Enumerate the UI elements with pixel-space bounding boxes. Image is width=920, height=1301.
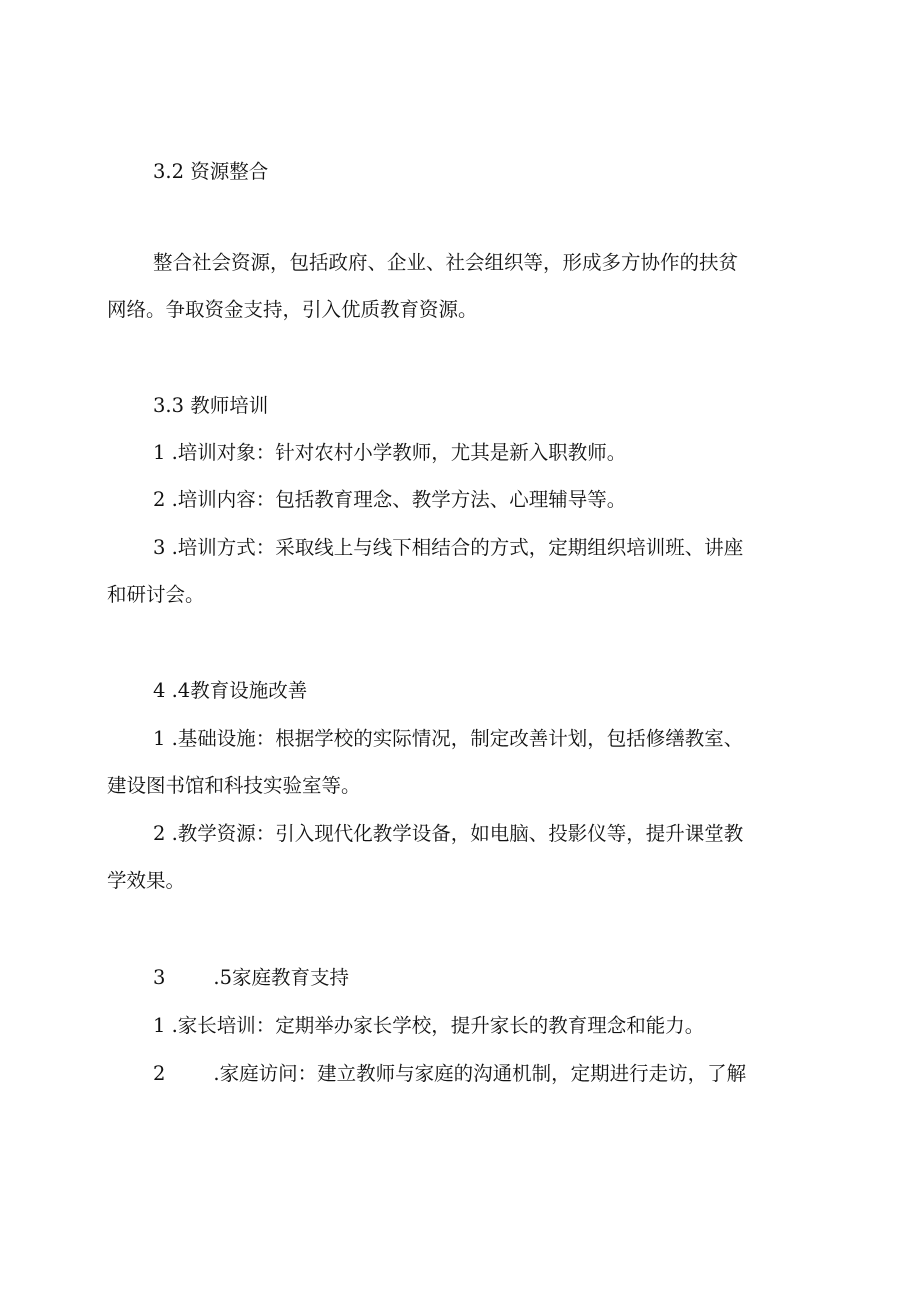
heading-text: .5家庭教育支持 — [213, 966, 350, 989]
heading-number: 3 — [153, 966, 166, 989]
section-heading-3-2: 3.2 资源整合 — [153, 160, 269, 183]
section-heading-4-4: 4 .4教育设施改善 — [153, 679, 308, 702]
item-text: .家庭访问：建立教师与家庭的沟通机制，定期进行走访，了解 — [213, 1062, 747, 1085]
list-item: 1 .培训对象：针对农村小学教师，尤其是新入职教师。 — [153, 441, 627, 464]
section-heading-3-3: 3.3 教师培训 — [153, 394, 269, 417]
list-item-continuation: 学效果。 — [107, 869, 186, 892]
paragraph-line: 整合社会资源，包括政府、企业、社会组织等，形成多方协作的扶贫 — [153, 251, 739, 274]
list-item-continuation: 建设图书馆和科技实验室等。 — [107, 774, 361, 797]
list-item: 3 .培训方式：采取线上与线下相结合的方式，定期组织培训班、讲座 — [153, 536, 744, 559]
list-item: 2 .教学资源：引入现代化教学设备，如电脑、投影仪等，提升课堂教 — [153, 822, 744, 845]
list-item: 2 .培训内容：包括教育理念、教学方法、心理辅导等。 — [153, 488, 627, 511]
list-item: 1 .基础设施：根据学校的实际情况，制定改善计划，包括修缮教室、 — [153, 727, 744, 750]
list-item — [153, 1064, 746, 1084]
paragraph-line: 网络。争取资金支持，引入优质教育资源。 — [107, 298, 478, 321]
section-heading-3-5 — [153, 968, 349, 988]
list-item: 1 .家长培训：定期举办家长学校，提升家长的教育理念和能力。 — [153, 1014, 705, 1037]
item-number: 2 — [153, 1062, 166, 1085]
list-item-continuation: 和研讨会。 — [107, 583, 205, 606]
